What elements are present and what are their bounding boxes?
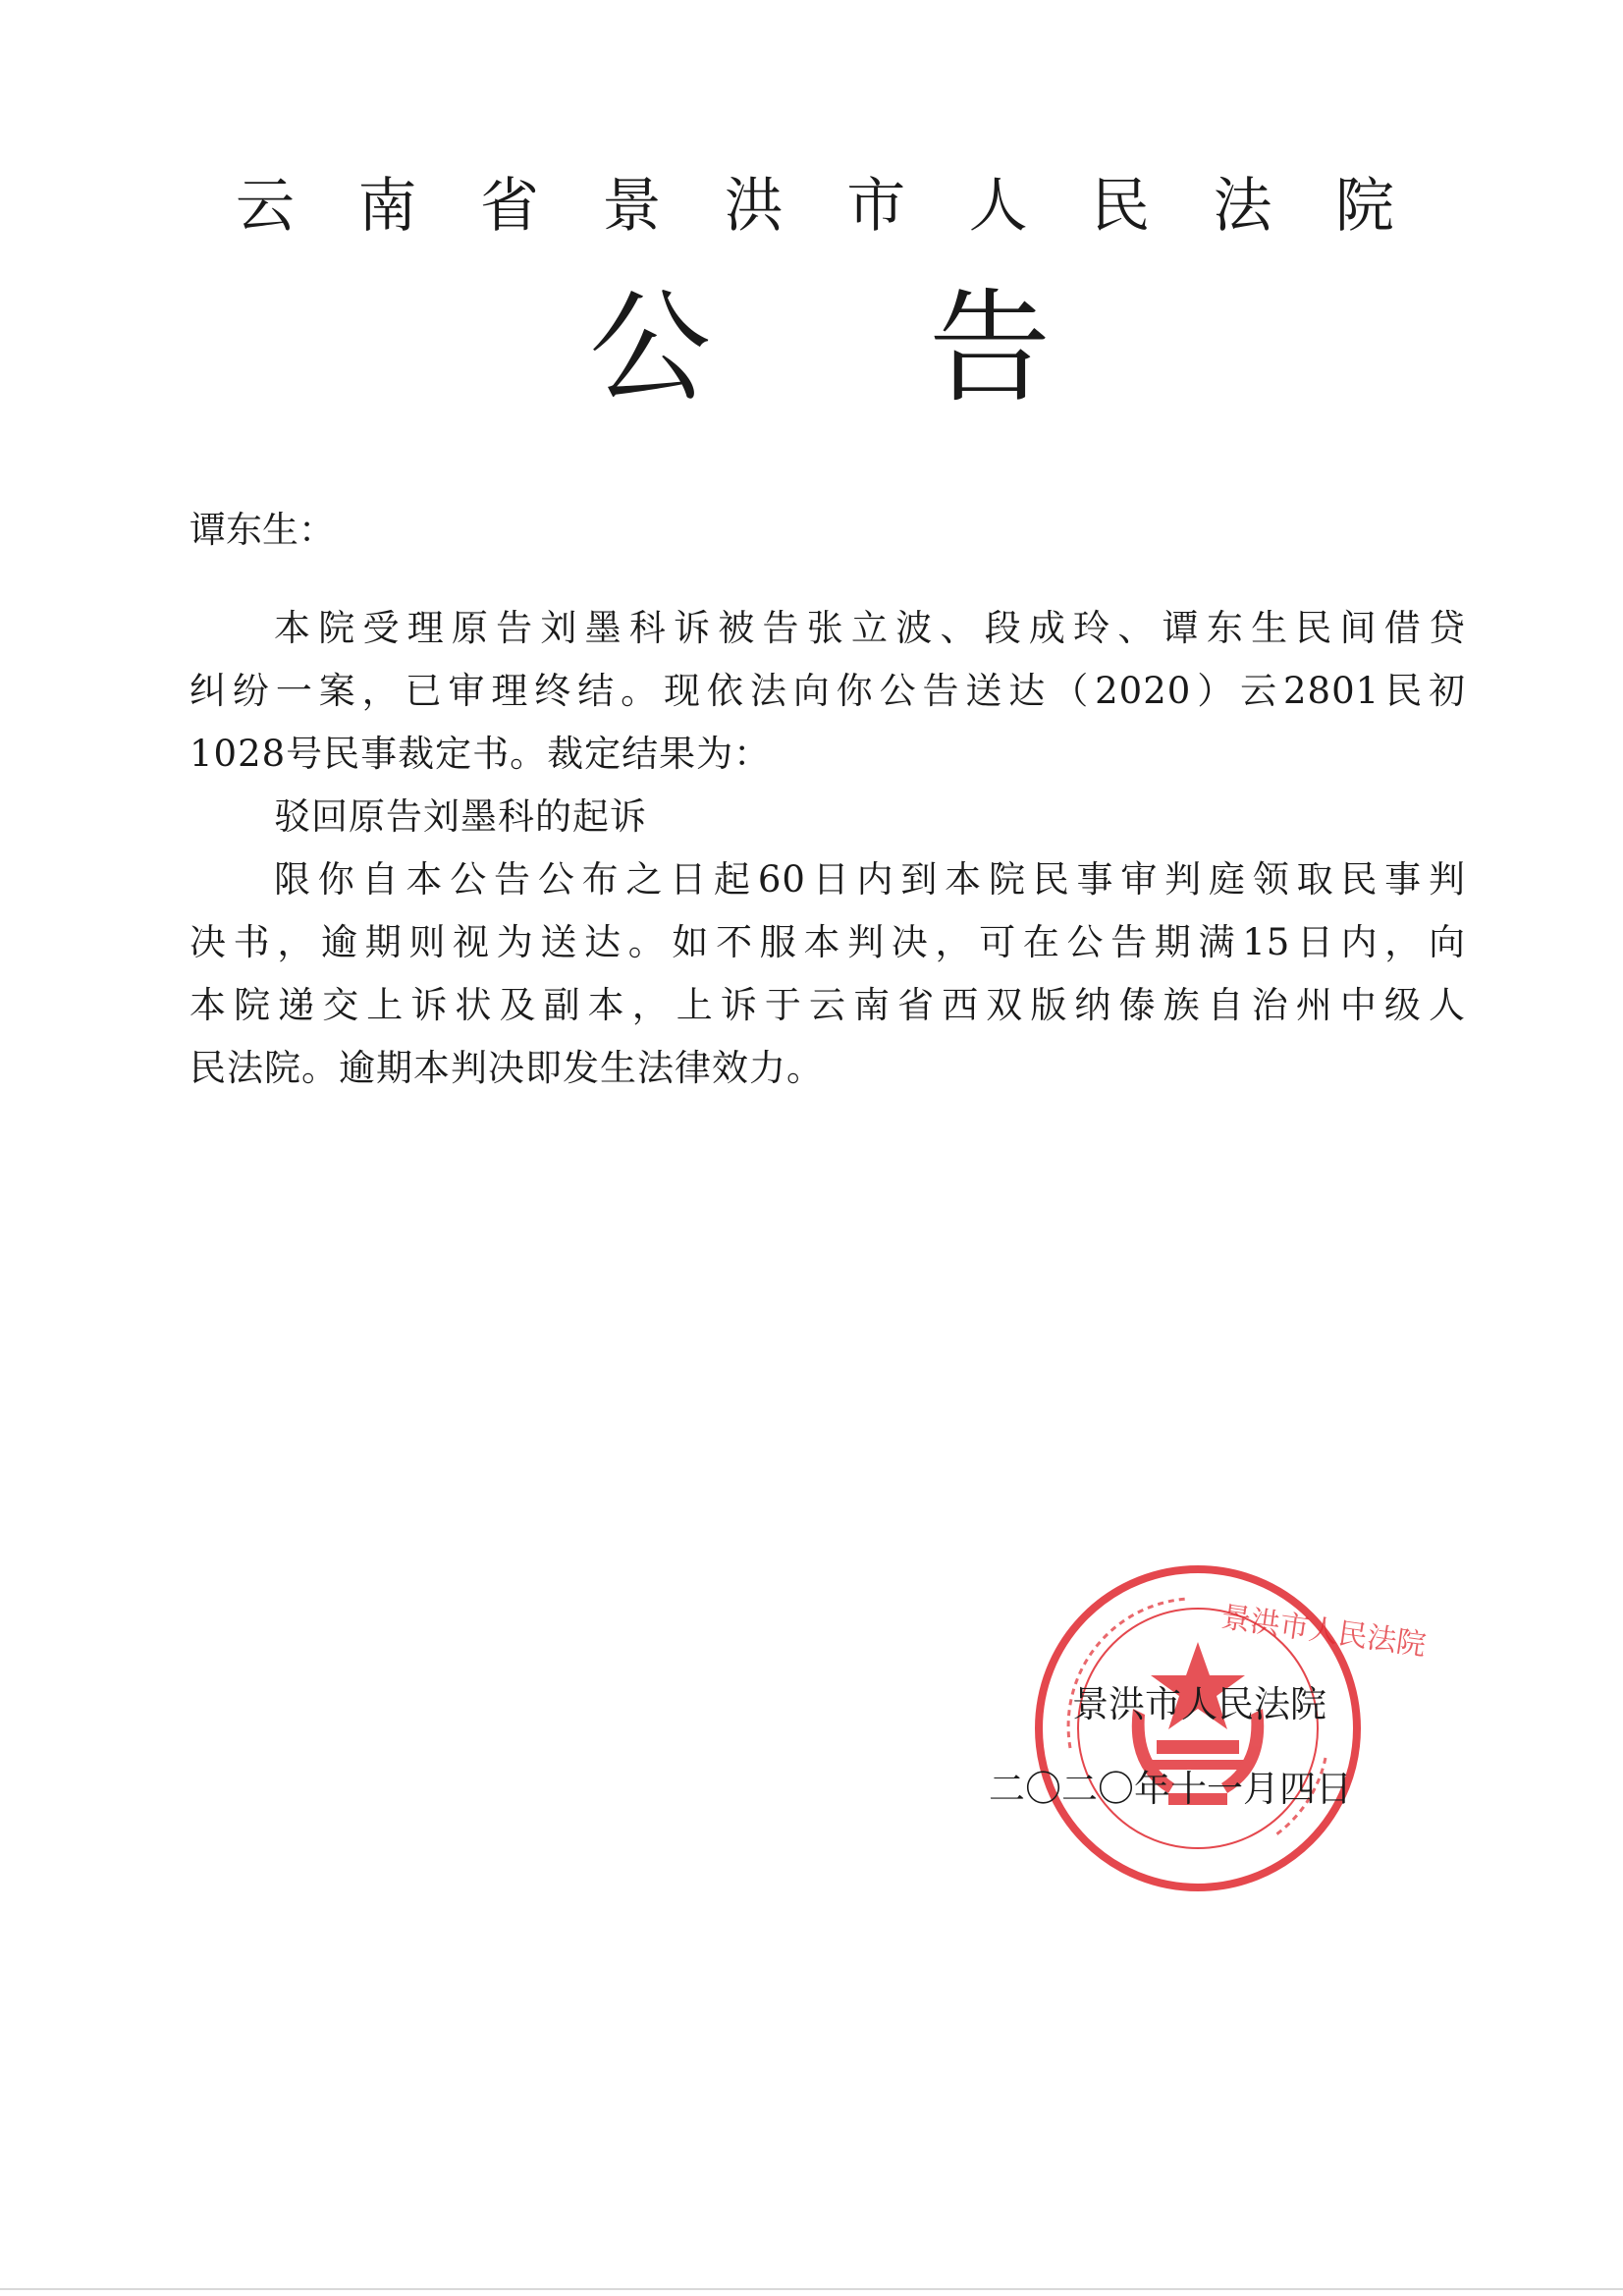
paragraph-line: 纠纷一案，已审理终结。现依法向你公告送达（2020）云2801民初 <box>189 670 1466 712</box>
court-name-char: 洪 <box>724 172 784 241</box>
paragraph-line: 限你自本公告公布之日起60日内到本院民事审判庭领取民事判 <box>274 858 1466 901</box>
court-name-char: 市 <box>846 172 906 241</box>
court-name-heading <box>236 167 1394 246</box>
page-bottom-rule <box>0 2288 1623 2290</box>
court-name-char: 人 <box>968 172 1028 241</box>
signature-court-name: 景洪市人民法院 <box>1072 1683 1326 1725</box>
court-name-char: 法 <box>1213 172 1272 241</box>
court-name-char: 南 <box>357 172 417 241</box>
seal-text: 景洪市人民法院 <box>1218 1600 1429 1664</box>
ruling-result: 驳回原告刘墨科的起诉 <box>274 795 647 838</box>
paragraph-line: 本院递交上诉状及副本，上诉于云南省西双版纳傣族自治州中级人 <box>189 984 1466 1026</box>
paragraph-line: 本院受理原告刘墨科诉被告张立波、段成玲、谭东生民间借贷 <box>274 607 1466 649</box>
court-name-char: 省 <box>479 172 539 241</box>
title-char: 公 <box>589 278 712 419</box>
salutation: 谭东生： <box>189 509 335 551</box>
announcement-body <box>189 597 1466 1100</box>
paragraph-line: 1028号民事裁定书。裁定结果为： <box>189 733 772 775</box>
title-char: 告 <box>928 278 1051 419</box>
announcement-title <box>589 275 1051 422</box>
court-name-char: 院 <box>1334 172 1394 241</box>
court-name-char: 景 <box>602 172 662 241</box>
paragraph-line: 决书，逾期则视为送达。如不服本判决，可在公告期满15日内，向 <box>189 921 1466 963</box>
paragraph-line: 民法院。逾期本判决即发生法律效力。 <box>189 1047 824 1089</box>
court-name-char: 民 <box>1091 172 1151 241</box>
signature-date: 二〇二〇年十一月四日 <box>989 1768 1352 1810</box>
court-name-char: 云 <box>236 172 295 241</box>
